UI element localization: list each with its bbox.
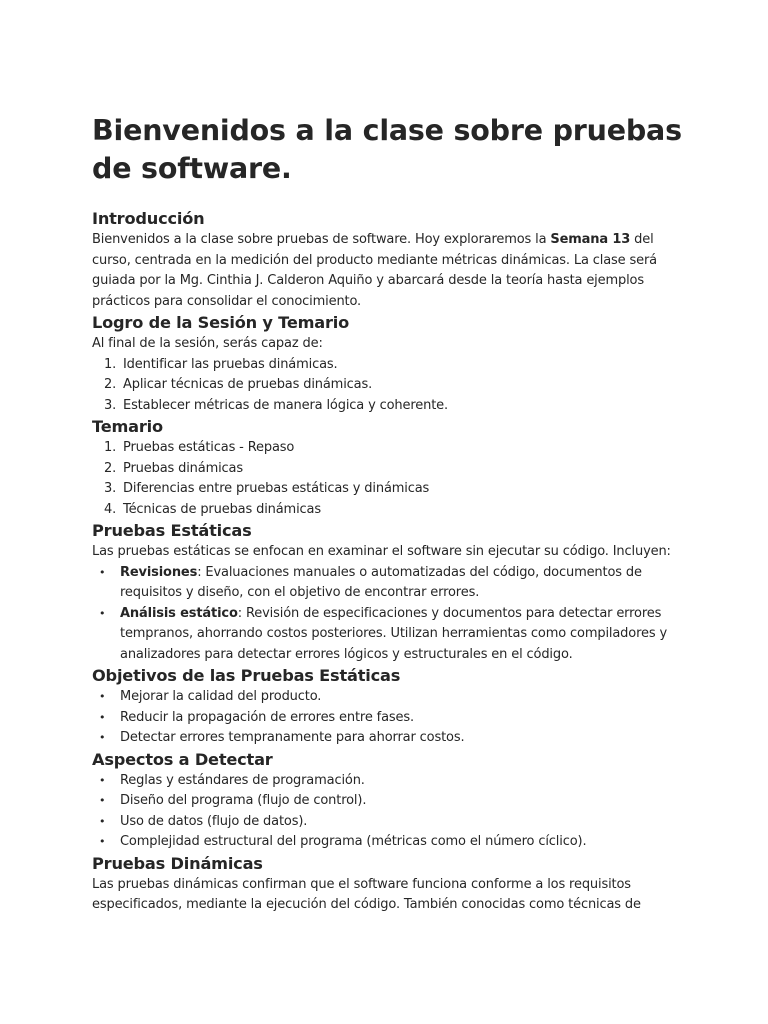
list-item — [92, 438, 682, 459]
list-item — [92, 479, 682, 500]
bullet-icon: • — [99, 565, 106, 579]
bullet-icon: • — [99, 773, 106, 787]
list-item — [92, 355, 682, 376]
list-item-term: Revisiones — [120, 564, 198, 580]
list-item — [92, 708, 682, 729]
list-item-text: Diseño del programa (flujo de control). — [120, 793, 367, 808]
heading-logro: Logro de la Sesión y Temario — [92, 313, 350, 332]
list-item-text: Reglas y estándares de programación. — [120, 772, 365, 788]
estaticas-lead: Las pruebas estáticas se enfocan en examinar el software sin ejecutar su código. Incluyen: — [92, 544, 671, 559]
list-item-text: Establecer métricas de manera lógica y coherente. — [123, 397, 448, 413]
list-item-text: Identificar las pruebas dinámicas. — [123, 356, 338, 372]
heading-introduccion: Introducción — [92, 209, 205, 228]
objetivos-list — [92, 687, 682, 749]
bullet-icon: • — [99, 814, 106, 828]
bullet-icon: • — [99, 835, 106, 848]
list-number: 4. — [104, 501, 117, 517]
heading-aspectos: Aspectos a Detectar — [92, 749, 273, 769]
list-item — [92, 687, 682, 708]
list-item-text: Detectar errores tempranamente para ahorrar costos. — [120, 730, 465, 745]
list-item-text: Mejorar la calidad del producto. — [120, 689, 322, 704]
list-item — [92, 771, 682, 792]
intro-text-after: del curso, centrada en la medición del producto mediante métricas dinámicas. La clase será guiada por la Mg. Cinthia J. Calderon Aquiño y abarcará desde la teoría hasta ejemplos prácticos para consolidar el conocimiento. — [92, 232, 657, 309]
list-item — [92, 812, 682, 833]
list-item — [92, 604, 682, 666]
list-item-text: Complejidad estructural del programa (métricas como el número cíclico). — [120, 834, 587, 849]
bullet-icon: • — [99, 690, 106, 703]
list-item-text: Reducir la propagación de errores entre fases. — [120, 709, 414, 725]
list-item — [92, 563, 682, 604]
estaticas-list — [92, 563, 682, 666]
list-item-text: Diferencias entre pruebas estáticas y dinámicas — [123, 481, 430, 496]
list-item — [92, 459, 682, 480]
list-number: 3. — [104, 397, 117, 413]
heading-objetivos: Objetivos de las Pruebas Estáticas — [92, 666, 401, 685]
heading-pruebas-estaticas: Pruebas Estáticas — [92, 521, 252, 540]
list-item-text: Pruebas dinámicas — [123, 460, 243, 476]
intro-paragraph — [92, 230, 682, 312]
logro-lead: Al final de la sesión, serás capaz de: — [92, 336, 323, 351]
list-number: 2. — [104, 460, 117, 476]
bullet-icon: • — [99, 794, 106, 807]
list-number: 1. — [104, 440, 117, 455]
list-number: 2. — [104, 377, 117, 392]
list-item-text: : Revisión de especificaciones y documentos para detectar errores tempranos, ahorrando costos posteriores. Utilizan herramientas como compiladores y analizadores para detectar errores lógicos y estructurales en el código. — [120, 605, 667, 662]
temario-list — [92, 438, 682, 520]
intro-text-before: Bienvenidos a la clase sobre pruebas de software. Hoy exploraremos la — [92, 232, 551, 247]
heading-temario: Temario — [92, 417, 163, 436]
list-item — [92, 375, 682, 396]
list-item — [92, 832, 682, 853]
bullet-icon: • — [99, 731, 106, 744]
list-item-text: Pruebas estáticas - Repaso — [123, 440, 295, 455]
list-item — [92, 396, 682, 417]
list-item-text: Uso de datos (flujo de datos). — [120, 813, 308, 829]
list-item-text: Técnicas de pruebas dinámicas — [123, 501, 321, 517]
list-number: 3. — [104, 481, 117, 496]
list-number: 1. — [104, 356, 117, 372]
dinamicas-paragraph: Las pruebas dinámicas confirman que el software funciona conforme a los requisitos especificados, mediante la ejecución del código. También conocidas como técnicas de — [92, 876, 641, 912]
page-title: Bienvenidos a la clase sobre pruebas de software. — [92, 114, 682, 185]
intro-bold-week: Semana 13 — [550, 232, 631, 247]
list-item — [92, 728, 682, 749]
bullet-icon: • — [99, 606, 106, 620]
list-item-term: Análisis estático — [120, 605, 238, 621]
bullet-icon: • — [99, 710, 106, 724]
list-item-text: : Evaluaciones manuales o automatizadas del código, documentos de requisitos y diseño, con el objetivo de encontrar errores. — [120, 564, 642, 600]
list-item — [92, 500, 682, 521]
heading-pruebas-dinamicas: Pruebas Dinámicas — [92, 853, 263, 873]
list-item-text: Aplicar técnicas de pruebas dinámicas. — [123, 377, 373, 392]
list-item — [92, 791, 682, 812]
logro-list — [92, 355, 682, 417]
aspectos-list — [92, 771, 682, 853]
document-page — [92, 112, 682, 916]
